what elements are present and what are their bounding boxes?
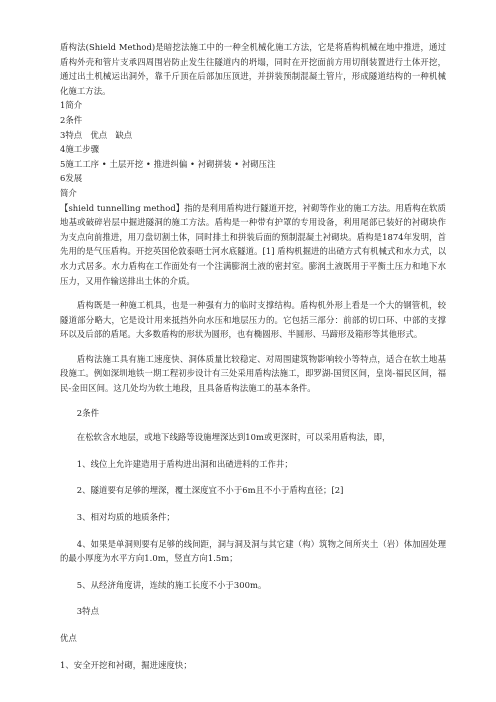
condition-item-2: 2、隧道要有足够的埋深，覆土深度宜不小于6m且不小于盾构直径；[2] [76, 485, 344, 496]
section-heading-conditions: 2条件 [76, 407, 100, 418]
condition-item-4: 4、如果是单洞则要有足够的线间距，洞与洞及洞与其它建（构）筑物之间所夹土（岩）体加固处理的最小厚度为水平方向1.0m，竖直方向1.5m； [60, 538, 446, 564]
intro-paragraph: 盾构法(Shield Method)是暗挖法施工中的一种全机械化施工方法，它是将盾构机械在地中推进，通过盾构外壳和管片支承四周围岩防止发生往隧道内的坍塌，同时在开挖面前方用切削装置进行土体开挖，通过出土机械运出洞外，靠千斤顶在后部加压顶进，并拼装预制混凝土管片，形成隧道结构的一种机械化施工方法。 [60, 42, 446, 96]
advantage-item-1: 1、安全开挖和衬砌，掘进速度快； [60, 659, 192, 670]
toc-item-6: 6发展 [60, 173, 83, 184]
toc-item-4: 4施工步骤 [60, 144, 100, 155]
condition-item-3: 3、相对均质的地质条件； [76, 512, 175, 523]
condition-item-1: 1、线位上允许建造用于盾构进出洞和出碴进料的工作井； [76, 458, 293, 469]
advantages-heading: 优点 [60, 633, 77, 643]
section-heading-features: 3特点 [76, 606, 100, 617]
conditions-intro: 在松软含水地层，或地下线路等设施埋深达到10m或更深时，可以采用盾构法，即， [76, 432, 391, 443]
toc-item-3: 3特点 优点 缺点 [60, 129, 133, 140]
document-body [60, 40, 446, 672]
intro-body-paragraph-2: 盾构既是一种施工机具，也是一种强有力的临时支撑结构。盾构机外形上看是一个大的钢管机，较隧道部分略大，它是设计用来抵挡外向水压和地层压力的。它包括三部分：前部的切口环、中部的支撑环以及后部的盾尾。大多数盾构的形状为圆形，也有椭圆形、半圆形、马蹄形及箱形等其他形式。 [60, 300, 446, 340]
section-heading-intro: 简介 [60, 187, 77, 198]
condition-item-5: 5、从经济角度讲，连续的施工长度不小于300m。 [76, 579, 267, 590]
toc-item-2: 2条件 [60, 114, 83, 125]
toc-item-1: 1简介 [60, 100, 83, 111]
toc-item-5: 5施工工序 • 土层开挖 • 推进纠偏 • 衬砌拼装 • 衬砌压注 [60, 158, 276, 169]
intro-body-paragraph-1: 【shield tunnelling method】指的是利用盾构进行隧道开挖，衬砌等作业的施工方法。用盾构在软质地基或破碎岩层中掘进隧洞的施工方法。盾构是一种带有护罩的专用设备，利用尾部已装好的衬砌块作为支点向前推进，用刀盘切割土体，同时排土和拼装后面的预制混凝土衬砌块。盾构是1874年发明，首先用的是气压盾构。开挖英国伦敦泰晤士河水底隧道。[1] 盾构机掘进的出碴方式有机械式和水力式，以水力式居多。水力盾构在工作面处有一个注满膨润土液的密封室。膨润土液既用于平衡土压力和地下水压力，又用作输送排出土体的介质。 [60, 202, 446, 286]
intro-body-paragraph-3: 盾构法施工具有施工速度快、洞体质量比较稳定、对周围建筑物影响较小等特点，适合在软土地基段施工。例如深圳地铁一期工程初步设计有三处采用盾构法施工，即罗湖-国贸区间，皇岗-福民区间，福民-金田区间。这几处均为软土地段，且具备盾构法施工的基本条件。 [60, 353, 446, 394]
